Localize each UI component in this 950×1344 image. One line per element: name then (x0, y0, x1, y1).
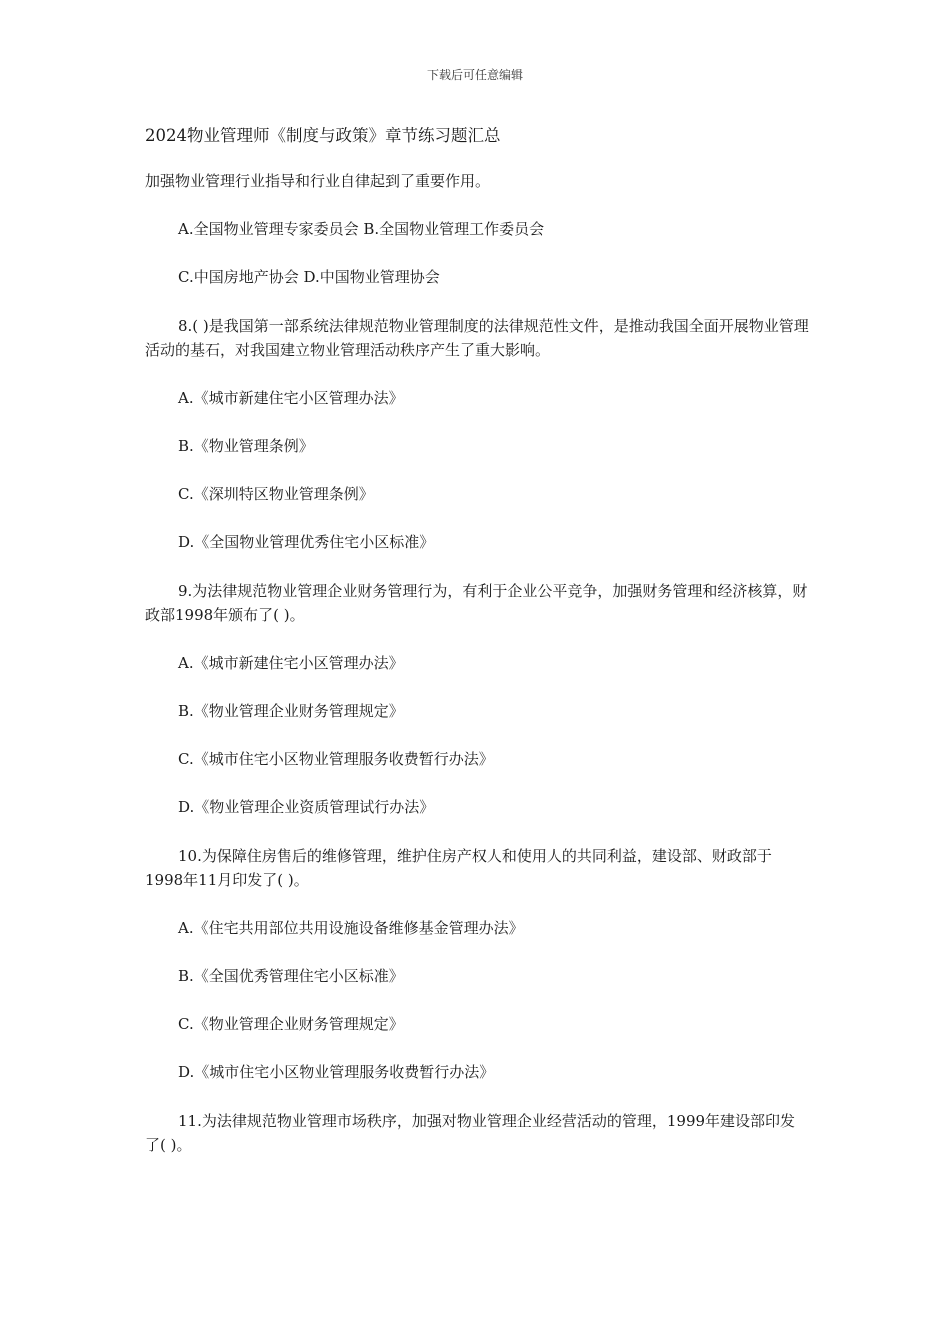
question-option: D.《城市住宅小区物业管理服务收费暂行办法》 (178, 1063, 495, 1081)
question-option: C.《深圳特区物业管理条例》 (178, 485, 374, 503)
question-option: D.《全国物业管理优秀住宅小区标准》 (178, 533, 435, 551)
intro-option: C.中国房地产协会 D.中国物业管理协会 (178, 268, 440, 286)
question-11 (145, 1109, 810, 1157)
question-10 (145, 844, 810, 1084)
question-option: D.《物业管理企业资质管理试行办法》 (178, 798, 435, 816)
intro-option: A.全国物业管理专家委员会 B.全国物业管理工作委员会 (178, 220, 545, 238)
intro-text: 加强物业管理行业指导和行业自律起到了重要作用。 (145, 172, 491, 190)
question-option: B.《物业管理条例》 (178, 437, 314, 455)
question-8 (145, 314, 810, 554)
question-option: C.《城市住宅小区物业管理服务收费暂行办法》 (178, 750, 494, 768)
question-option: B.《物业管理企业财务管理规定》 (178, 702, 404, 720)
question-text: 11.为法律规范物业管理市场秩序，加强对物业管理企业经营活动的管理，1999年建设部印发了( )。 (145, 1112, 796, 1154)
question-option: A.《城市新建住宅小区管理办法》 (178, 654, 404, 672)
question-9 (145, 579, 810, 819)
question-text: 9.为法律规范物业管理企业财务管理行为，有利于企业公平竞争，加强财务管理和经济核算，财政部1998年颁布了( )。 (145, 582, 808, 624)
question-option: A.《城市新建住宅小区管理办法》 (178, 389, 404, 407)
question-option: C.《物业管理企业财务管理规定》 (178, 1015, 404, 1033)
question-text: 8.( )是我国第一部系统法律规范物业管理制度的法律规范性文件，是推动我国全面开展物业管理活动的基石，对我国建立物业管理活动秩序产生了重大影响。 (145, 317, 809, 359)
question-option: B.《全国优秀管理住宅小区标准》 (178, 967, 404, 985)
document-body (145, 124, 810, 1182)
intro-block (145, 169, 810, 289)
question-option: A.《住宅共用部位共用设施设备维修基金管理办法》 (178, 919, 524, 937)
document-title: 2024物业管理师《制度与政策》章节练习题汇总 (145, 126, 501, 145)
question-text: 10.为保障住房售后的维修管理，维护住房产权人和使用人的共同利益，建设部、财政部于1998年11月印发了( )。 (145, 847, 772, 889)
header-note: 下载后可任意编辑 (426, 68, 523, 82)
